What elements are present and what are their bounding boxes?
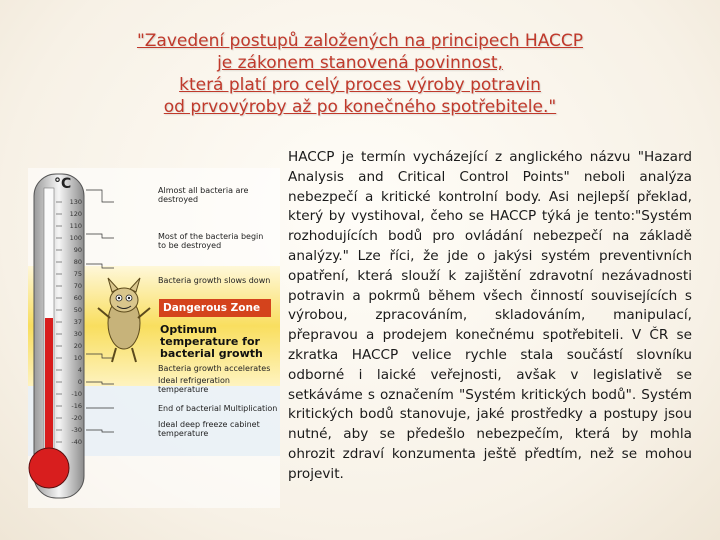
thermometer-illustration [28, 168, 280, 508]
tick-label: 100 [69, 234, 82, 242]
tick-label: 0 [77, 378, 82, 386]
label-bacteria-destroyed: Almost all bacteria are destroyed [158, 186, 249, 204]
tick-label: 37 [73, 318, 82, 326]
tick-label: 120 [69, 210, 82, 218]
mercury-column [45, 318, 53, 450]
title-line-1: "Zavedení postupů založených na principech HACCP [136, 31, 584, 51]
tick-label: 4 [77, 366, 82, 374]
label-growth-accelerates: Bacteria growth accelerates [158, 364, 271, 373]
title-line-2: je zákonem stanovená povinnost, [217, 53, 503, 73]
tick-label: 80 [73, 258, 82, 266]
label-optimum: Optimum temperature for bacterial growth [160, 323, 263, 360]
tick-label: 10 [73, 354, 82, 362]
tick-label: -10 [71, 390, 82, 398]
tick-label: 90 [73, 246, 82, 254]
tick-label: 60 [73, 294, 82, 302]
label-refrigeration: Ideal refrigeration temperature [158, 376, 230, 394]
tick-label: 20 [73, 342, 82, 350]
tick-label: 50 [73, 306, 82, 314]
tick-label: 130 [69, 198, 82, 206]
label-begin-destroyed: Most of the bacteria begin to be destroyed [158, 232, 264, 250]
tick-label: -40 [71, 438, 82, 446]
slide-title [60, 30, 660, 118]
label-end-multiplication: End of bacterial Multiplication [158, 404, 278, 413]
label-growth-slows: Bacteria growth slows down [158, 276, 271, 285]
tick-label: -16 [71, 402, 82, 410]
title-line-4: od prvovýroby až po konečného spotřebitele." [163, 97, 557, 117]
label-deep-freeze: Ideal deep freeze cabinet temperature [158, 420, 260, 438]
tick-label: -30 [71, 426, 82, 434]
temperature-unit: °C [54, 176, 72, 192]
tick-label: 30 [73, 330, 82, 338]
title-line-3: která platí pro celý proces výroby potravin [179, 75, 541, 95]
tick-label: 110 [69, 222, 82, 230]
thermometer-bulb [29, 448, 69, 488]
haccp-description: HACCP je termín vycházející z anglického názvu "Hazard Analysis and Critical Control Points" neboli analýza nebezpečí a kritické kontrolní body. Asi nejlepší překlad, který by vystihoval, čeho se HACCP týká je tento:"Systém rozhodujících bodů pro ovládání nebezpečí na základě analýzy." Lze říci, že jde o jakýsi systém preventivních opatření, která slouží k zajištění zdravotní nezávadnosti potravin a pokrmů během všech činností souvisejících s výrobou, zpracováním, skladováním, manipulací, přepravou a prodejem konečnému spotřebiteli. V ČR se zkratka HACCP velice rychle stala součástí slovníku odborné i laické veřejnosti, avšak v legislativě se setkáváme s označením "Systém kritických bodů". Systém kritických bodů stanovuje, jaké prostředky a postupy jsou nutné, aby se předešlo nebezpečím, která by mohla ohrozit zdraví konzumenta ještě předtím, než se mohou projevit. [288, 149, 692, 482]
tick-label: -20 [71, 414, 82, 422]
tick-label: 75 [73, 270, 82, 278]
danger-zone-badge: Dangerous Zone [159, 299, 271, 317]
tick-label: 70 [73, 282, 82, 290]
